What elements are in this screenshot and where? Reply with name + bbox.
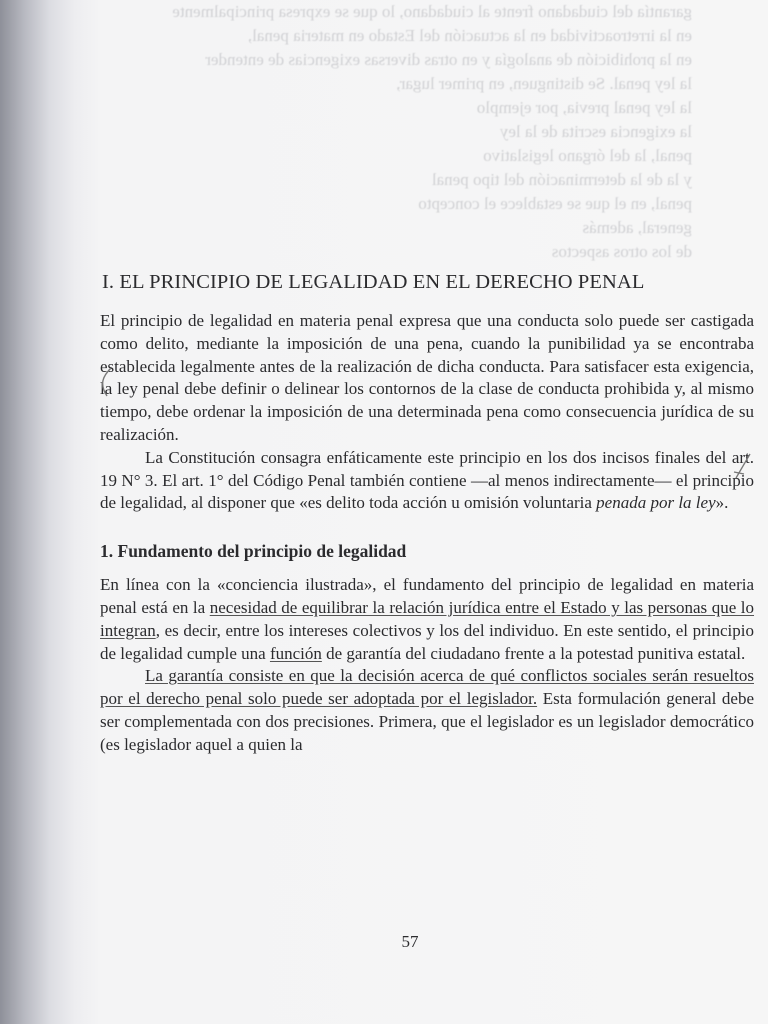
paragraph-1: El principio de legalidad en materia penal expresa que una conducta solo puede ser castigada como delito, mediante la imposición de una pena, cuando la punibilidad ya se encontraba establecida legalmente antes de la realización de dicha conducta. Para satisfacer esta exigencia, la ley penal debe definir o delinear los contornos de la clase de conducta prohibida y, al mismo tiempo, debe ordenar la imposición de una determinada pena como consecuencia jurídica de su realización. <box>100 311 754 444</box>
paragraph-3-a: En línea con la «conciencia ilustrada», el fundamento del principio de legalidad en materia penal está en la <box>100 575 754 617</box>
paragraph-3 <box>100 574 754 665</box>
bleed-line: general, además <box>582 218 692 237</box>
paragraph-3-c: de garantía del ciudadano frente a la potestad punitiva estatal. <box>321 643 746 663</box>
pencil-mark-icon <box>730 452 754 482</box>
paragraph-2 <box>100 447 754 515</box>
pencil-mark-icon <box>93 366 115 400</box>
bleed-line: en la prohibición de analogía y en otras diversas exigencias de entender <box>205 50 692 69</box>
paragraph-2-end: ». <box>715 493 729 513</box>
paragraph-4-rest: Esta formulación general debe ser complementada con dos precisiones. Primera, que el legislador es un legislador democrático (es legislador aquel a quien la <box>100 689 754 754</box>
bleed-line: penal, en el que se establece el concepto <box>418 194 692 213</box>
underlined-word: función <box>269 643 322 663</box>
bleed-through-text <box>92 0 692 261</box>
page-body <box>100 268 754 757</box>
subsection-title: 1. Fundamento del principio de legalidad <box>100 541 407 562</box>
bleed-line: y la de la determinación del tipo penal <box>431 170 692 189</box>
bleed-line: de los otros aspectos <box>551 242 692 261</box>
page-number: 57 <box>401 932 419 951</box>
bleed-line: penal, la del órgano legislativo <box>483 146 692 165</box>
underlined-phrase: necesidad de equilibrar la relación jurídica entre el Estado y las personas que lo integran <box>100 597 755 640</box>
bleed-line: la ley penal. Se distinguen, en primer lugar, <box>396 74 692 93</box>
underlined-sentence: La garantía consiste en que la decisión acerca de qué conflictos sociales serán resueltos por el derecho penal solo puede ser adoptada por el legislador. <box>100 666 754 709</box>
bleed-line: la exigencia escrita de la ley <box>499 122 692 141</box>
paragraph-4 <box>100 665 754 756</box>
paragraph-2-text: La Constitución consagra enfáticamente este principio en los dos incisos finales del art. 19 N° 3. El art. 1° del Código Penal también contiene —al menos indirectamente— el principio de legalidad, al disponer que «es delito toda acción u omisión voluntaria <box>100 447 754 513</box>
paragraph-3-b: , es decir, entre los intereses colectivos y los del individuo. En este sentido, el principio de legalidad cumple una <box>100 620 754 663</box>
bleed-line: en la irretroactividad en la actuación del Estado en materia penal, <box>247 26 692 45</box>
bleed-line: garantía del ciudadano frente al ciudadano, lo que se expresa principalmente <box>172 2 692 21</box>
bleed-line: la ley penal previa, por ejemplo <box>476 98 692 117</box>
paragraph-2-italic: penada por la ley <box>596 493 716 513</box>
section-title: I. EL PRINCIPIO DE LEGALIDAD EN EL DERECHO PENAL <box>102 271 645 293</box>
